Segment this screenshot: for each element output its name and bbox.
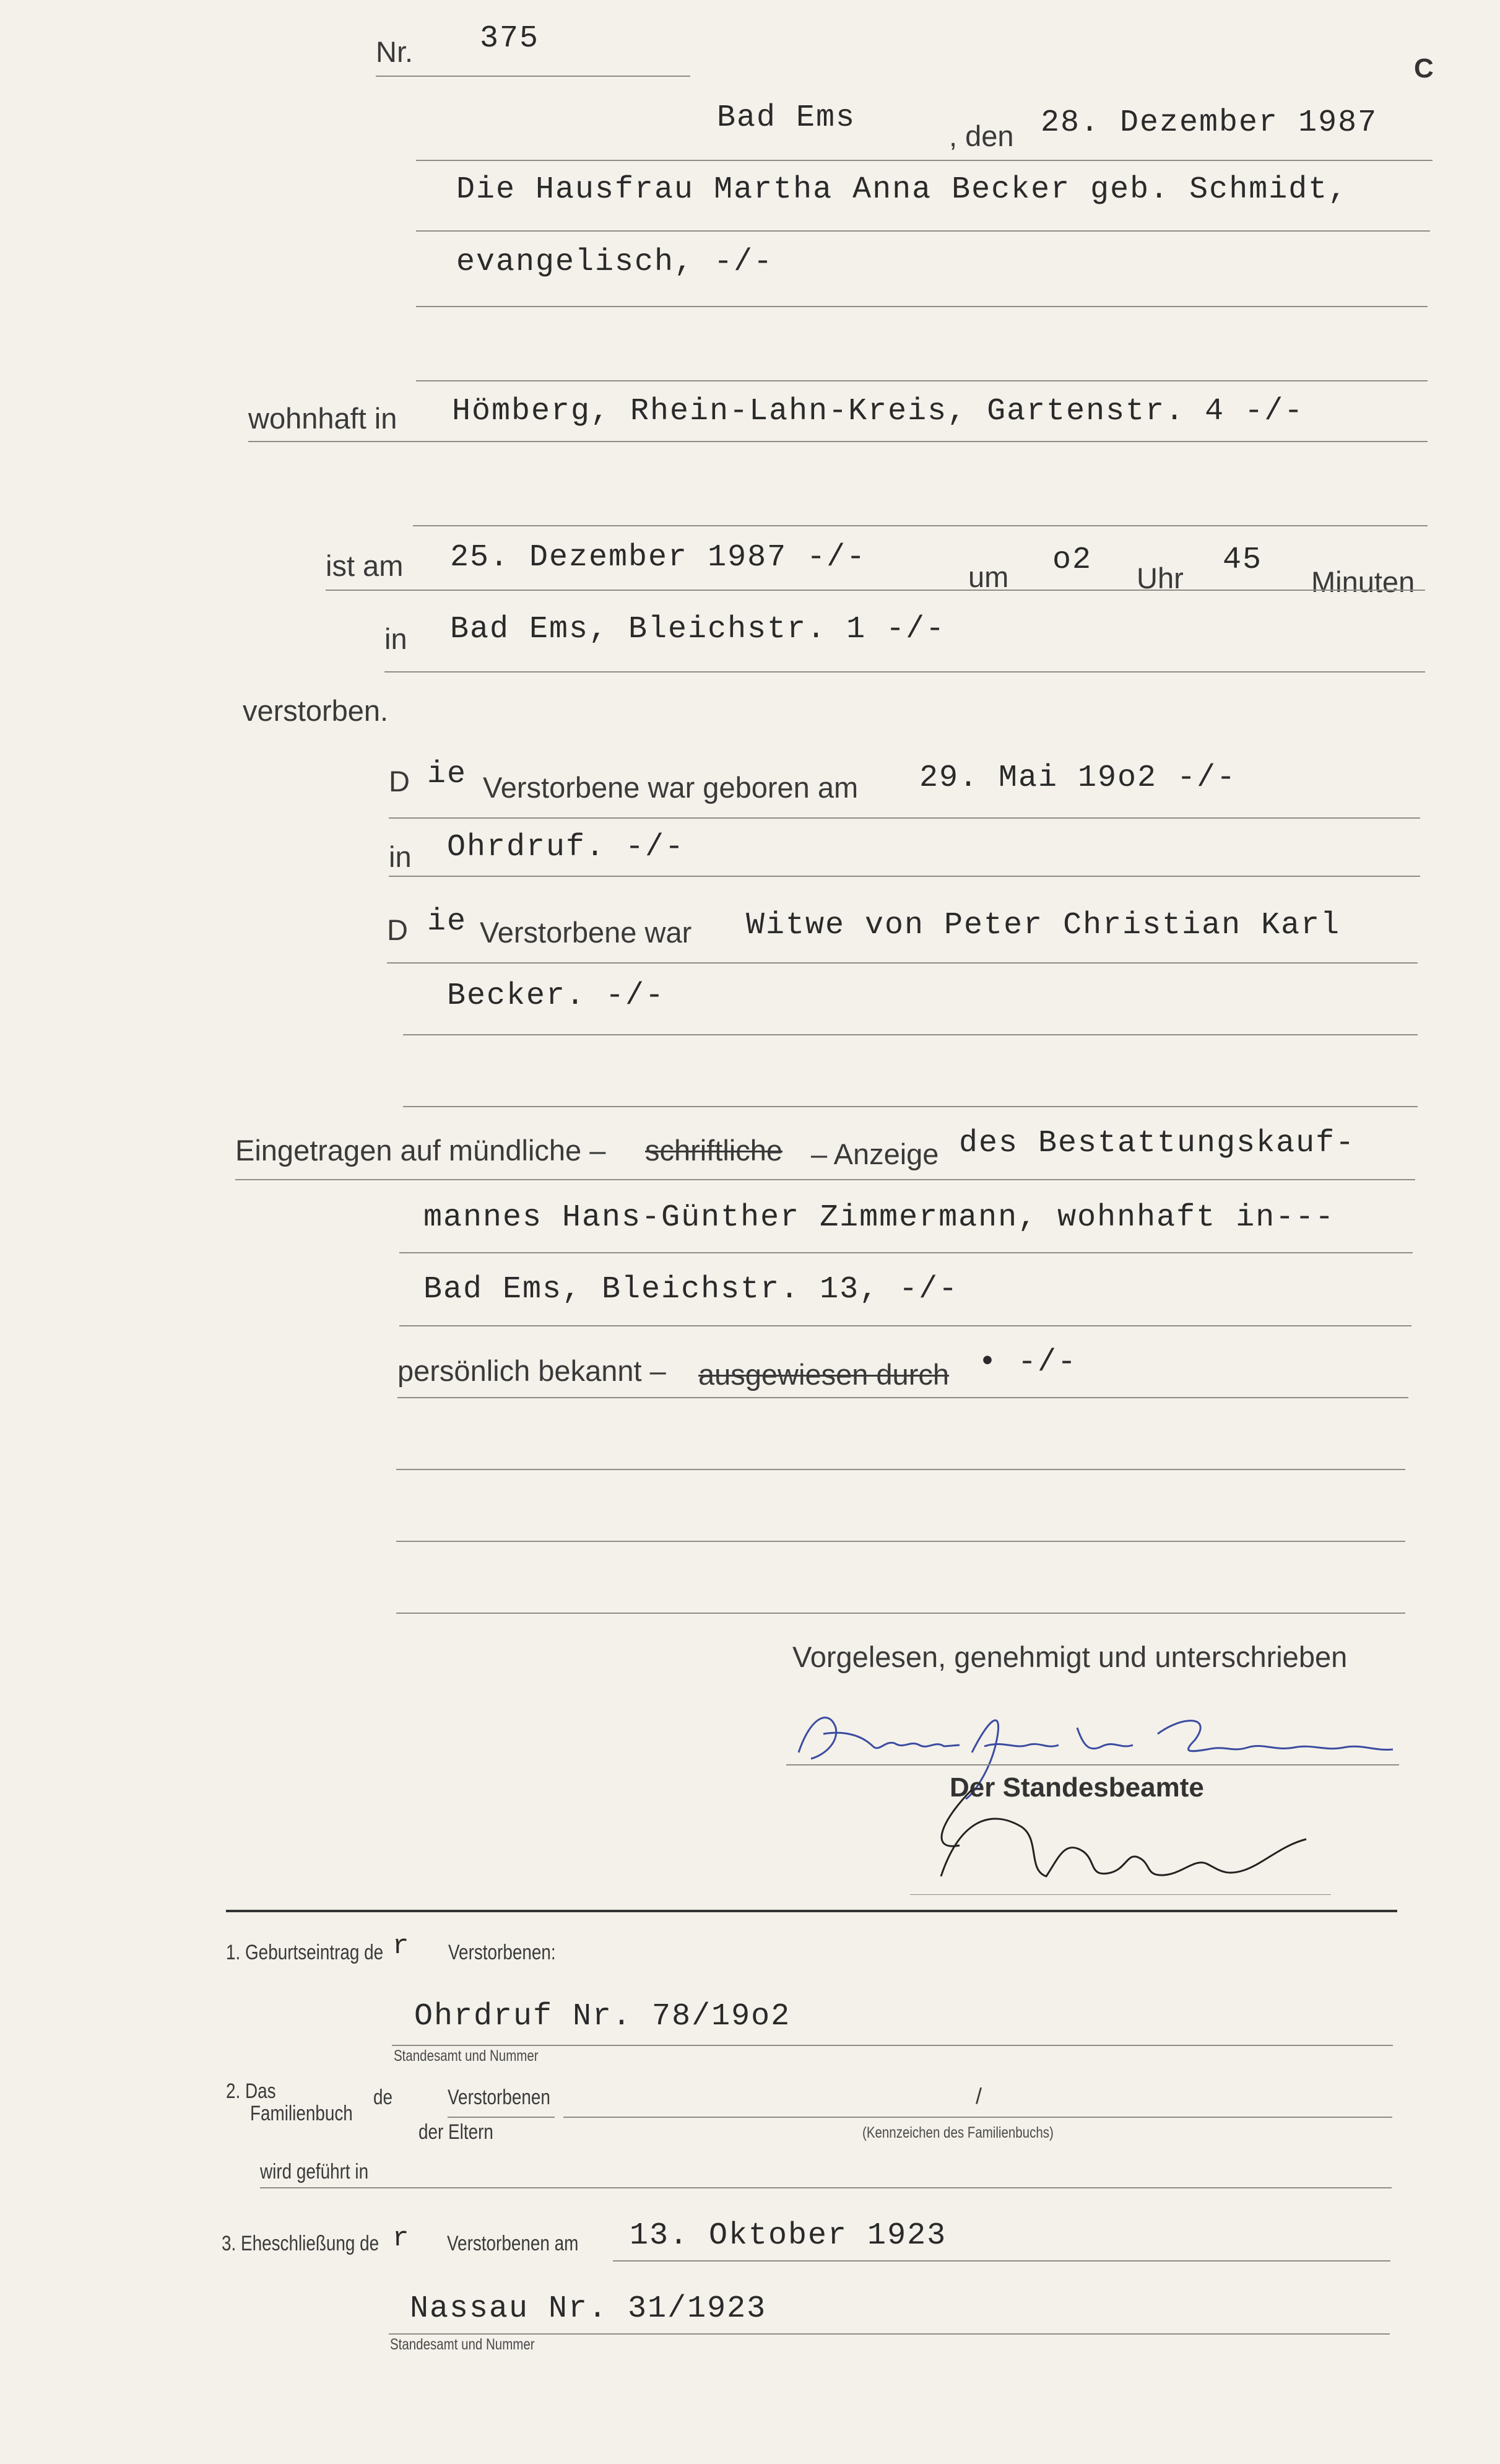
status-war-label: Verstorbene war — [480, 916, 692, 949]
bekannt-value: • -/- — [978, 1345, 1078, 1380]
bekannt-label: persönlich bekannt – — [397, 1354, 666, 1387]
ist-am-label: ist am — [326, 549, 404, 582]
person-line-2: evangelisch, -/- — [456, 245, 774, 280]
item3-value: 13. Oktober 1923 — [630, 2218, 947, 2253]
registration-line-2-underline — [399, 1252, 1413, 1253]
corner-mark: C — [1414, 53, 1434, 84]
den-label: , den — [949, 120, 1014, 152]
blank-line-2 — [413, 525, 1428, 526]
um-label: um — [968, 560, 1009, 593]
nr-value: 375 — [480, 21, 540, 56]
item3-place-underline — [389, 2333, 1390, 2335]
death-place-underline — [384, 671, 1425, 673]
death-minutes: 45 — [1223, 542, 1263, 578]
minuten-label: Minuten — [1311, 565, 1415, 598]
registration-line-1-underline — [235, 1179, 1415, 1180]
status-line-2: Becker. -/- — [447, 978, 665, 1014]
item2-gefuehrt: wird geführt in — [260, 2160, 369, 2183]
item1-label-a: 1. Geburtseintrag de — [226, 1941, 384, 1964]
person-line-1: Die Hausfrau Martha Anna Becker geb. Schmidt, — [456, 172, 1348, 207]
item2-kennzeichen: (Kennzeichen des Familienbuchs) — [862, 2124, 1054, 2141]
status-line-1: Witwe von Peter Christian Karl — [746, 908, 1341, 943]
item2-eltern: der Eltern — [418, 2120, 493, 2144]
item1-value: Ohrdruf Nr. 78/19o2 — [414, 1999, 791, 2034]
item3-label-b: Verstorbenen am — [447, 2232, 579, 2255]
registration-line-3-underline — [399, 1325, 1411, 1326]
blank-line-3 — [403, 1106, 1418, 1107]
struck-schriftliche: schriftliche — [645, 1134, 783, 1167]
footer-rule — [226, 1910, 1397, 1912]
official-signature — [885, 1783, 1331, 1895]
person-line-2-underline — [416, 306, 1428, 307]
item3-r: r — [392, 2223, 410, 2254]
item3-underline — [613, 2260, 1390, 2262]
bekannt-underline — [397, 1397, 1408, 1398]
vorgelesen-text: Vorgelesen, genehmigt und unterschrieben — [792, 1640, 1348, 1673]
nr-underline — [376, 76, 690, 77]
status-d-label: D — [387, 913, 408, 946]
item1-caption: Standesamt und Nummer — [394, 2047, 539, 2065]
death-date: 25. Dezember 1987 -/- — [450, 540, 867, 575]
nr-label: Nr. — [376, 35, 414, 68]
person-line-1-underline — [416, 230, 1430, 232]
registration-line-2: mannes Hans-Günther Zimmermann, wohnhaft in--- — [423, 1200, 1335, 1235]
birth-ie-typed: ie — [427, 757, 467, 792]
birth-date: 29. Mai 19o2 -/- — [919, 760, 1237, 796]
eingetragen-label: Eingetragen auf mündliche – — [235, 1134, 606, 1167]
item2-familienbuch: Familienbuch — [250, 2102, 353, 2125]
wohnhaft-value: Hömberg, Rhein-Lahn-Kreis, Gartenstr. 4 -/- — [452, 394, 1304, 429]
birth-date-underline — [389, 817, 1420, 819]
anzeige-label: – Anzeige — [811, 1138, 939, 1170]
item1-label-b: Verstorbenen: — [448, 1941, 556, 1964]
item2-das: 2. Das — [226, 2079, 276, 2103]
registration-line-1: des Bestattungskauf- — [959, 1126, 1356, 1161]
blank-line-4 — [396, 1469, 1405, 1470]
wohnhaft-underline — [248, 441, 1428, 442]
status-ie-typed: ie — [427, 904, 467, 939]
item2-verstorbenen: Verstorbenen — [448, 2086, 550, 2109]
birth-place: Ohrdruf. -/- — [447, 830, 685, 865]
header-underline — [416, 160, 1433, 161]
item2-underline — [563, 2117, 1392, 2118]
item2-verstorbenen-underline — [448, 2117, 555, 2118]
status-line-2-underline — [403, 1034, 1418, 1035]
birth-d-label: D — [389, 765, 410, 798]
item1-underline — [392, 2045, 1393, 2046]
wohnhaft-label: wohnhaft in — [248, 402, 397, 435]
item3-place: Nassau Nr. 31/1923 — [410, 2291, 767, 2327]
verstorben-label: verstorben. — [243, 694, 389, 727]
item2-gefuehrt-underline — [260, 2187, 1392, 2188]
birth-in-label: in — [389, 840, 412, 873]
blank-line — [416, 380, 1428, 381]
geboren-label: Verstorbene war geboren am — [483, 771, 859, 804]
death-in-label: in — [384, 622, 407, 655]
status-line-1-underline — [387, 962, 1418, 964]
uhr-label: Uhr — [1137, 562, 1184, 594]
registration-line-3: Bad Ems, Bleichstr. 13, -/- — [423, 1272, 959, 1307]
place-value: Bad Ems — [717, 100, 856, 136]
blank-line-6 — [396, 1613, 1405, 1614]
item1-r: r — [392, 1931, 410, 1962]
blank-line-5 — [396, 1541, 1405, 1542]
death-place: Bad Ems, Bleichstr. 1 -/- — [450, 612, 946, 647]
item3-caption: Standesamt und Nummer — [390, 2336, 535, 2353]
item3-label-a: 3. Eheschließung de — [222, 2232, 379, 2255]
item2-slash: / — [976, 2083, 982, 2109]
date-value: 28. Dezember 1987 — [1041, 105, 1378, 141]
death-hour: o2 — [1052, 542, 1093, 578]
birth-place-underline — [389, 876, 1420, 877]
struck-ausgewiesen: ausgewiesen durch — [698, 1358, 949, 1391]
death-date-underline — [326, 590, 1425, 591]
standesbeamte-label: Der Standesbeamte — [950, 1772, 1204, 1803]
item2-de: de — [373, 2086, 393, 2109]
